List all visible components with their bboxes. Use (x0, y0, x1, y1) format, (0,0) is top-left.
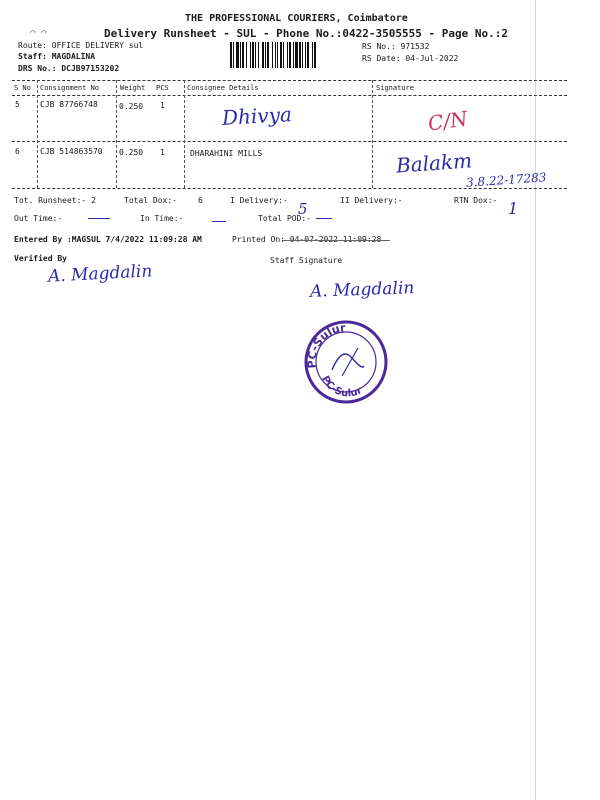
barcode-bar (293, 42, 294, 68)
barcode-bar (236, 42, 239, 68)
out-time-label: Out Time:- (14, 214, 63, 223)
col-header-signature: Signature (376, 84, 414, 92)
row-divider (12, 141, 567, 142)
row-consignee: DHARAHINI MILLS (190, 149, 263, 158)
col-divider (372, 80, 373, 188)
office-stamp (302, 318, 390, 406)
row-pcs: 1 (160, 148, 165, 157)
barcode-bar (287, 42, 288, 68)
handwritten-signature: Balakm (395, 148, 473, 178)
i-delivery-label: I Delivery:- (230, 196, 288, 205)
rs-date: RS Date: 04-Jul-2022 (362, 54, 459, 63)
row-sno: 6 (15, 147, 20, 156)
rtn-dox-label: RTN Dox:- (454, 196, 498, 205)
barcode-bar (302, 42, 303, 68)
barcode-bar (283, 42, 284, 68)
company-title: THE PROFESSIONAL COURIERS, Coimbatore (185, 13, 408, 24)
page-edge (535, 0, 536, 800)
col-divider (37, 80, 38, 188)
rs-number: RS No.: 971532 (362, 42, 430, 51)
barcode-bar (280, 42, 282, 68)
barcode-bar (255, 42, 256, 68)
col-divider (116, 80, 117, 188)
barcode-bar (295, 42, 298, 68)
barcode-bar (246, 42, 247, 68)
col-header-weight: Weight (120, 84, 146, 92)
barcode-bar (299, 42, 301, 68)
barcode-bar (240, 42, 241, 68)
barcode-bar (233, 42, 234, 68)
row-weight: 0.250 (119, 102, 144, 111)
stamp-bottom-text: PC-Sulur (319, 374, 364, 400)
col-header-sno: S No (14, 84, 31, 92)
verified-signature: A. Magdalin (47, 261, 153, 287)
barcode-bar (275, 42, 276, 68)
barcode-bar (272, 42, 273, 68)
rtn-dox-value: 1 (508, 199, 519, 218)
total-dox-value: 6 (198, 196, 203, 205)
table-top-rule (12, 80, 567, 81)
runsheet-title: Delivery Runsheet - SUL - Phone No.:0422-3505555 - Page No.:2 (104, 27, 508, 40)
blank-dash (212, 221, 226, 222)
total-pod-label: Total POD:- (258, 214, 311, 223)
barcode-bar (262, 42, 264, 68)
barcode-bar (258, 42, 259, 68)
handwritten-consignee: Dhivya (221, 102, 293, 130)
row-pcs: 1 (160, 101, 165, 110)
barcode-bar (265, 42, 266, 68)
barcode (230, 42, 355, 68)
barcode-bar (230, 42, 232, 68)
blank-dash (316, 218, 332, 219)
barcode-bar (250, 42, 251, 68)
barcode-bar (314, 42, 316, 68)
ii-delivery-label: II Delivery:- (340, 196, 403, 205)
barcode-bar (242, 42, 244, 68)
col-header-pcs: PCS (156, 84, 169, 92)
corner-mark: ⌒ ⌒ (30, 28, 47, 38)
total-dox-label: Total Dox:- (124, 196, 177, 205)
handwritten-note: 3.8.22-17283 (465, 170, 547, 190)
barcode-bar (277, 42, 278, 68)
tot-runsheet: Tot. Runsheet:- 2 (14, 196, 96, 205)
barcode-bar (305, 42, 306, 68)
strike-through (282, 240, 390, 241)
verified-by-label: Verified By (14, 254, 67, 263)
staff-signature-label: Staff Signature (270, 256, 343, 265)
printed-on: Printed On: 04-07-2022 11:09:28 (232, 235, 382, 244)
in-time-label: In Time:- (140, 214, 184, 223)
col-header-consignment: Consignment No (40, 84, 100, 92)
route-label: Route: OFFICE DELIVERY sul (18, 41, 144, 50)
blank-dash (88, 218, 110, 219)
barcode-bar (252, 42, 254, 68)
barcode-bar (289, 42, 291, 68)
col-header-consignee: Consignee Details (187, 84, 259, 92)
row-sno: 5 (15, 100, 20, 109)
row-consignment: CJB 514863570 (40, 147, 103, 156)
staff-signature: A. Magdalin (309, 278, 415, 302)
row-weight: 0.250 (119, 148, 144, 157)
barcode-bar (267, 42, 269, 68)
staff-label: Staff: MAGDALINA (18, 52, 96, 61)
barcode-bar (312, 42, 313, 68)
table-header-rule (12, 95, 567, 96)
stamp-top-text: PC-Sulur (305, 321, 347, 369)
row-consignment: CJB 87766748 (40, 100, 98, 109)
entered-by: Entered By :MAGSUL 7/4/2022 11:09:28 AM (14, 235, 202, 244)
col-divider (184, 80, 185, 188)
drs-number: DRS No.: DCJB97153202 (18, 64, 120, 73)
barcode-bar (307, 42, 309, 68)
i-delivery-value: 5 (298, 200, 308, 218)
handwritten-signature: C/N (426, 106, 470, 136)
